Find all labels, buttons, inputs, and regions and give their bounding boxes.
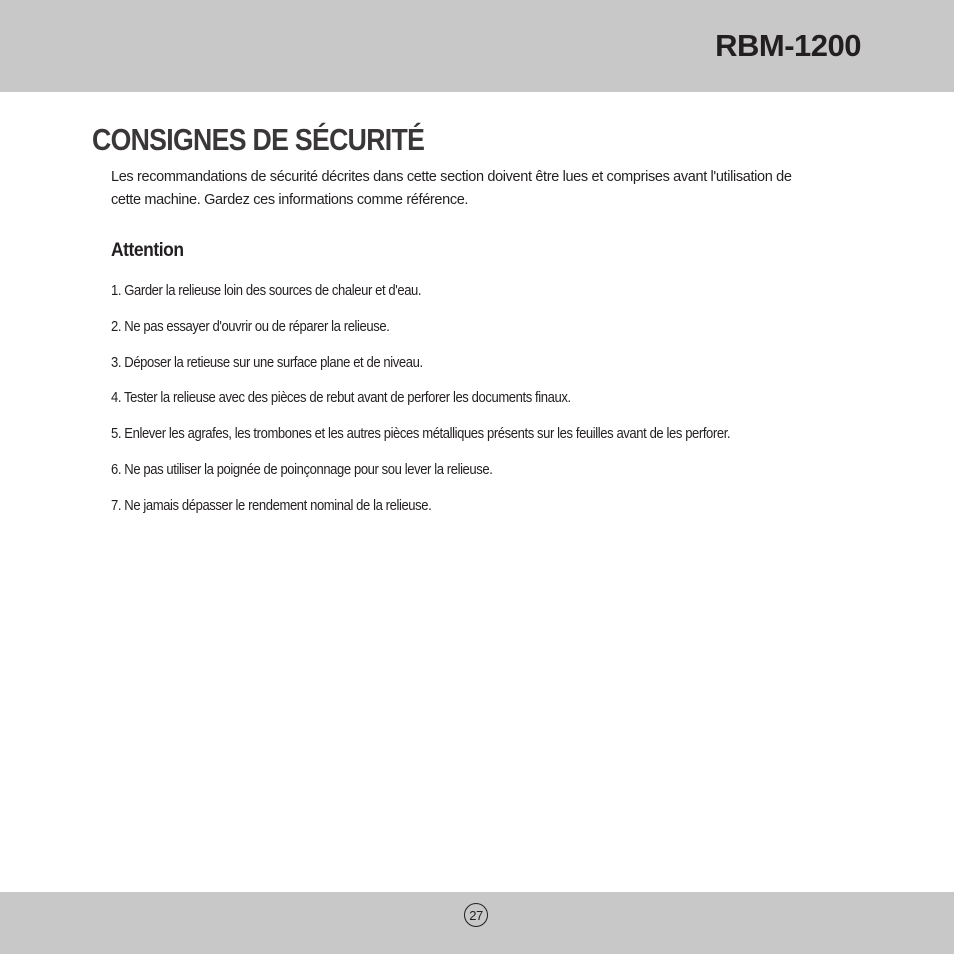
safety-list xyxy=(111,279,871,530)
list-item: 2. Ne pas essayer d'ouvrir ou de réparer la relieuse. xyxy=(111,318,390,335)
model-name: RBM-1200 xyxy=(715,28,861,63)
list-item: 1. Garder la relieuse loin des sources de chaleur et d'eau. xyxy=(111,283,422,299)
header-bar xyxy=(0,0,954,92)
page-title: CONSIGNES DE SÉCURITÉ xyxy=(92,122,425,157)
list-item: 6. Ne pas utiliser la poignée de poinçonnage pour sou lever la relieuse. xyxy=(111,461,493,478)
attention-heading: Attention xyxy=(111,240,184,261)
list-item: 5. Enlever les agrafes, les trombones et les autres pièces métalliques présents sur les feuilles avant de les perforer. xyxy=(111,426,731,443)
list-item: 4. Tester la relieuse avec des pièces de rebut avant de perforer les documents finaux. xyxy=(111,390,571,407)
page-number-badge xyxy=(464,903,488,927)
list-item: 7. Ne jamais dépasser le rendement nominal de la relieuse. xyxy=(111,497,432,514)
intro-paragraph: Les recommandations de sécurité décrites dans cette section doivent être lues et comprises avant l'utilisation de cette machine. Gardez ces informations comme référence. xyxy=(111,169,792,208)
list-item: 3. Déposer la retieuse sur une surface plane et de niveau. xyxy=(111,354,423,371)
page-number: 27 xyxy=(469,907,483,923)
